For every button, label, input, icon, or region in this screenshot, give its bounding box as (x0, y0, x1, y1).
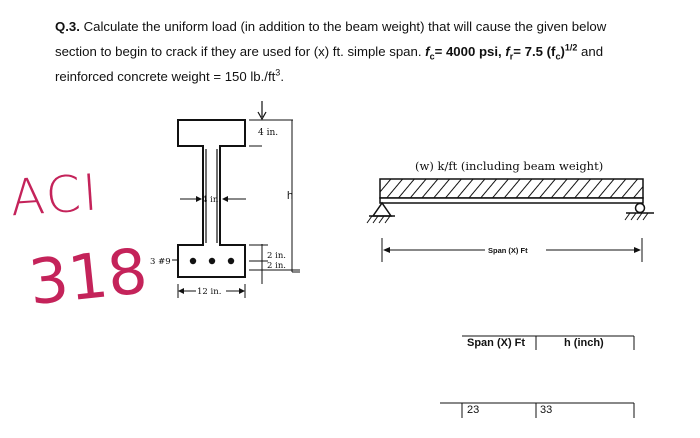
question-line-3: reinforced concrete weight = 150 $lb./ft^3$. (55, 67, 284, 84)
fc-value: $f_c= 4000$ psi, (425, 44, 502, 62)
dim-web-width: 4 in. (202, 195, 222, 205)
table-header-span: Span (X) Ft (467, 337, 526, 349)
question-line-2: section to begin to crack if they are used for (x) ft. simple span. $f_c= 4000$ psi, $f_r= 7.5$ $(f_c)^{1/2}$ and (55, 42, 604, 62)
bars-label: 3 #9 (150, 257, 171, 267)
load-label: (w) k/ft (including beam weight) (415, 159, 604, 173)
table-header-h: h (inch) (564, 337, 604, 349)
dim-h: h (287, 190, 294, 202)
handwriting-aci: ACI (8, 163, 102, 228)
dim-cover-2: 2 in. (267, 261, 287, 271)
dim-top-flange: 4 in. (258, 128, 279, 138)
fr-value: $f_r= 7.5$ $(f_c)^{1/2}$ (505, 42, 578, 62)
table-cell-h: 33 (540, 404, 553, 416)
question-number: Q.3. (55, 19, 80, 34)
span-label: Span (X) Ft (488, 246, 528, 255)
handwriting-318: 318 (25, 234, 151, 320)
dim-cover-1: 2 in. (267, 251, 287, 261)
dim-bottom-width: 12 in. (197, 287, 222, 297)
table-cell-span: 23 (467, 404, 480, 416)
question-line-1: Q.3. Calculate the uniform load (in addition to the beam weight) that will cause the given below (55, 19, 607, 34)
